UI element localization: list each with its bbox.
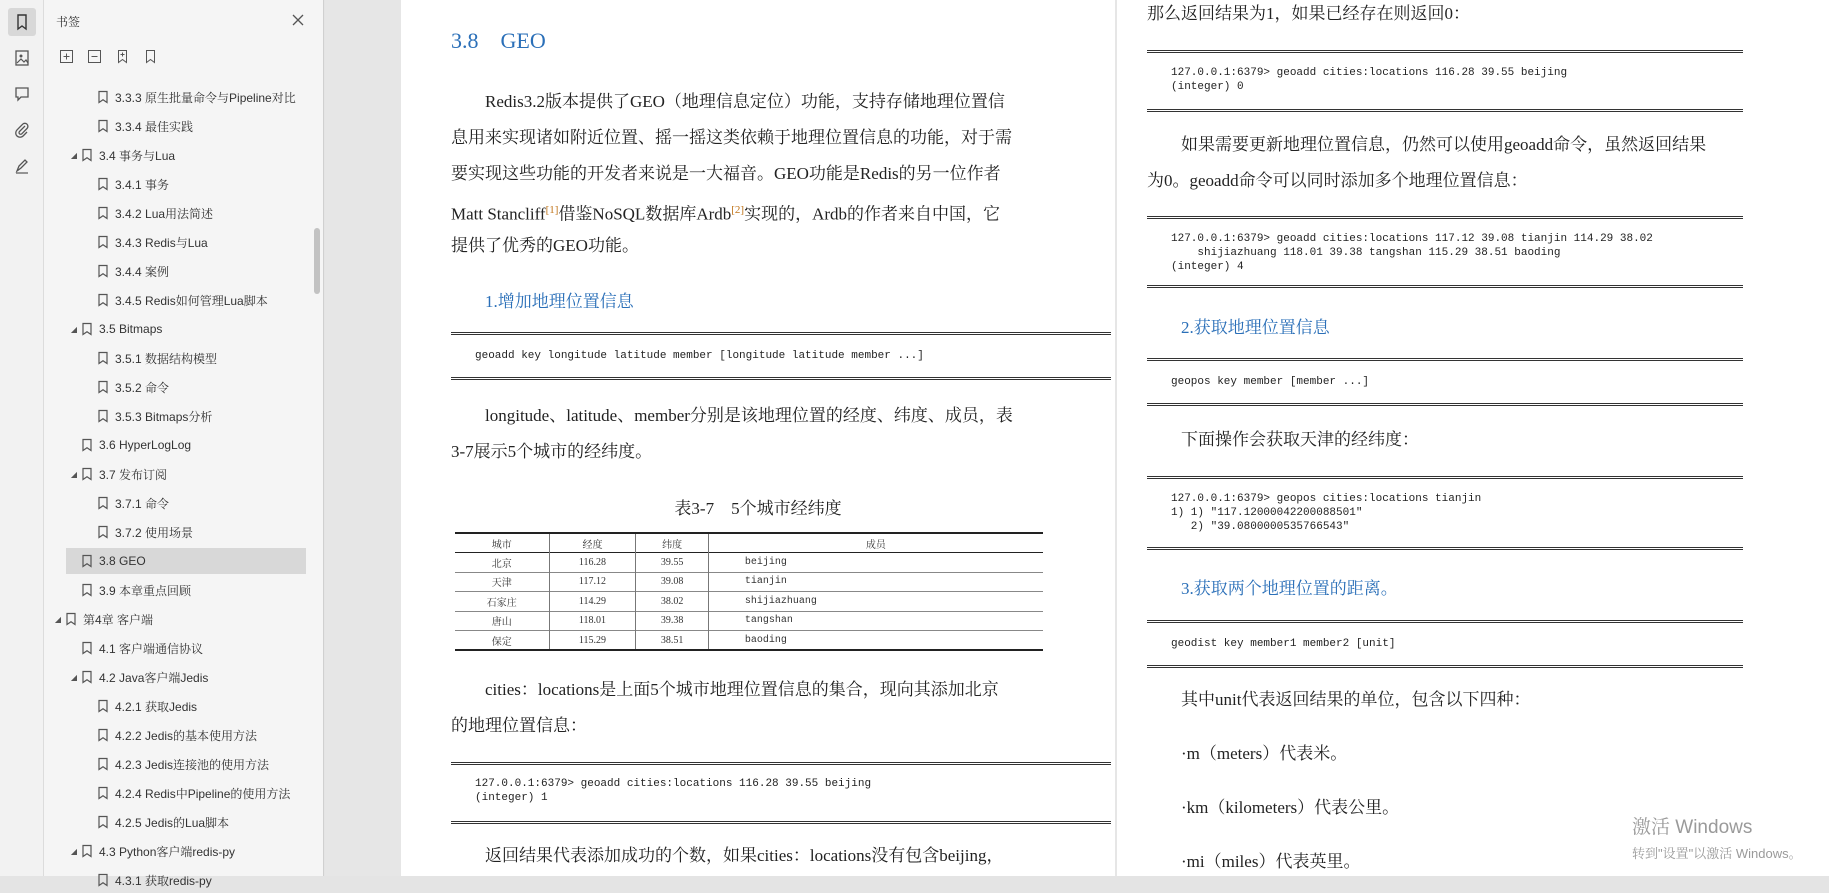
- bookmark-icon: [96, 177, 110, 191]
- bookmark-label: 3.6 HyperLogLog: [99, 438, 192, 452]
- table-cell: 117.12: [549, 572, 636, 592]
- unit-miles: ·mi（miles）代表英里。: [1181, 852, 1361, 871]
- bookmark-item[interactable]: [82, 780, 306, 806]
- bookmark-item[interactable]: [82, 693, 306, 719]
- code-line: (integer) 4: [1171, 261, 1244, 273]
- subheading-geodist: 3.获取两个地理位置的距离。: [1181, 579, 1398, 598]
- bookmark-icon: [80, 467, 94, 481]
- bookmark-panel-button[interactable]: [8, 8, 36, 36]
- table-cell: 118.01: [549, 611, 636, 631]
- table-cell: 39.08: [636, 572, 708, 592]
- table-cell: 唐山: [491, 617, 512, 629]
- attachment-icon: [13, 121, 31, 139]
- bookmark-label: 3.5.1 数据结构模型: [115, 351, 218, 366]
- table-header-cell: 经度: [549, 533, 636, 553]
- bookmark-item[interactable]: [66, 461, 306, 487]
- bookmark-item[interactable]: [82, 113, 306, 139]
- bookmark-label: 3.3.3 原生批量命令与Pipeline对比: [115, 90, 296, 105]
- bookmark-icon: [96, 90, 110, 104]
- bookmark-icon: [96, 235, 110, 249]
- collapse-all-button[interactable]: [84, 46, 104, 66]
- code-line: 127.0.0.1:6379> geoadd cities:locations 116.28 39.55 beijing: [1171, 67, 1568, 79]
- bookmark-icon: [96, 786, 110, 800]
- code-block-geoadd-syntax: [451, 332, 1111, 380]
- table-cell: beijing: [708, 553, 1043, 573]
- close-panel-button[interactable]: [290, 12, 306, 28]
- bookmark-label: 4.2.4 Redis中Pipeline的使用方法: [115, 786, 291, 801]
- bookmark-icon: [96, 525, 110, 539]
- code-line: 1) 1) "117.12000042200088501": [1171, 507, 1363, 519]
- bookmark-icon: [96, 699, 110, 713]
- section-title: 3.8 GEO: [451, 28, 546, 53]
- bookmark-label: 3.4.5 Redis如何管理Lua脚本: [115, 293, 268, 308]
- add-bookmark-button[interactable]: [112, 46, 132, 66]
- code-line: 2) "39.0800000535766543": [1171, 521, 1350, 533]
- bookmark-item[interactable]: [82, 84, 306, 110]
- document-view: [325, 0, 1829, 876]
- intro-line-2: 息用来实现诸如附近位置、摇一摇这类依赖于地理位置信息的功能，对于需: [451, 128, 1012, 147]
- intro-line-4: [451, 192, 1000, 233]
- table-row: [455, 631, 1043, 651]
- intro-text-c: 实现的，Ardb的作者来自中国，它: [744, 204, 1001, 224]
- bookmark-item[interactable]: [82, 490, 306, 516]
- expand-all-icon: [59, 49, 74, 64]
- footnote-ref-1[interactable]: [1]: [545, 204, 559, 216]
- p2-para1-line-1: 如果需要更新地理位置信息，仍然可以使用geoadd命令，虽然返回结果: [1181, 135, 1707, 154]
- bookmark-label: 4.2.3 Jedis连接池的使用方法: [115, 757, 270, 772]
- para2-line-2: 3-7展示5个城市的经纬度。: [451, 442, 653, 461]
- bookmark-label: 3.8 GEO: [99, 554, 146, 568]
- bookmark-label: 3.4.3 Redis与Lua: [115, 235, 208, 250]
- close-icon: [292, 14, 304, 26]
- watermark-line-2: 转到"设置"以激活 Windows。: [1632, 846, 1802, 861]
- bookmark-label: 3.5 Bitmaps: [99, 322, 163, 336]
- bookmark-options-icon: [143, 49, 158, 64]
- expand-toggle-icon[interactable]: ◢: [70, 150, 78, 160]
- comment-icon: [13, 85, 31, 103]
- pdf-page-left: [401, 0, 1115, 876]
- watermark-line-1: 激活 Windows: [1632, 817, 1753, 838]
- table-cell: 116.28: [549, 553, 636, 573]
- intro-author: Matt Stancliff: [451, 204, 546, 224]
- bookmark-item[interactable]: [82, 171, 306, 197]
- unit-meters: ·m（meters）代表米。: [1181, 744, 1348, 763]
- bookmark-label: 3.4.4 案例: [115, 264, 170, 279]
- bookmark-label: 3.4 事务与Lua: [99, 148, 176, 163]
- para4-line-1: 返回结果代表添加成功的个数，如果cities：locations没有包含beijing，: [485, 846, 1004, 865]
- bookmark-item[interactable]: [66, 432, 306, 458]
- expand-toggle-icon[interactable]: ◢: [70, 324, 78, 334]
- para3-line-2: 的地理位置信息：: [451, 716, 587, 735]
- side-toolbar: [0, 0, 44, 876]
- intro-line-1: Redis3.2版本提供了GEO（地理信息定位）功能，支持存储地理位置信: [485, 92, 1005, 111]
- intro-text-b: 借鉴NoSQL数据库Ardb: [558, 204, 732, 224]
- bookmark-label: 4.3.1 获取redis-py: [115, 873, 212, 888]
- footnote-ref-2[interactable]: [2]: [731, 204, 745, 216]
- bookmark-icon: [80, 641, 94, 655]
- bookmark-item[interactable]: [66, 635, 306, 661]
- bookmark-item[interactable]: [82, 345, 306, 371]
- table-cell: 北京: [491, 558, 512, 570]
- unit-kilometers: ·km（kilometers）代表公里。: [1181, 798, 1400, 817]
- table-row: [455, 572, 1043, 592]
- code-line: 127.0.0.1:6379> geopos cities:locations tianjin: [1171, 493, 1482, 505]
- expand-toggle-icon[interactable]: ◢: [70, 672, 78, 682]
- code-line: geoadd key longitude latitude member [longitude latitude member ...]: [475, 350, 924, 362]
- expand-toggle-icon[interactable]: ◢: [70, 846, 78, 856]
- code-line: 127.0.0.1:6379> geoadd cities:locations 117.12 39.08 tianjin 114.29 38.02: [1171, 233, 1653, 245]
- bookmark-icon: [80, 438, 94, 452]
- bookmark-icon: [96, 293, 110, 307]
- bookmark-label: 4.2.1 获取Jedis: [115, 699, 198, 714]
- add-bookmark-icon: [115, 49, 130, 64]
- bookmark-label: 3.4.1 事务: [115, 177, 170, 192]
- intro-line-3: 要实现这些功能的开发者来说是一大福音。GEO功能是Redis的另一位作者: [451, 164, 1001, 183]
- code-line: shijiazhuang 118.01 39.38 tangshan 115.29 38.51 baoding: [1171, 247, 1561, 259]
- code-block-geoadd-repeat: [1147, 50, 1743, 112]
- bookmark-icon: [96, 873, 110, 887]
- bookmark-item[interactable]: [50, 606, 306, 632]
- bookmark-icon: [96, 409, 110, 423]
- bookmark-label: 3.5.2 命令: [115, 380, 170, 395]
- bookmark-item[interactable]: [66, 838, 306, 864]
- table-cell: 39.55: [636, 553, 708, 573]
- table-cell: 115.29: [549, 631, 636, 651]
- bookmark-label: 第4章 客户端: [83, 612, 154, 627]
- bookmark-label: 3.5.3 Bitmaps分析: [115, 409, 213, 424]
- table-cell: 天津: [491, 578, 512, 590]
- table-header-cell: 城市: [491, 539, 512, 551]
- comment-panel-button[interactable]: [8, 80, 36, 108]
- intro-line-5: 提供了优秀的GEO功能。: [451, 236, 639, 255]
- bookmark-label: 3.3.4 最佳实践: [115, 119, 194, 134]
- table-cell: 38.02: [636, 592, 708, 612]
- bookmark-item[interactable]: [82, 374, 306, 400]
- bookmark-item[interactable]: [82, 229, 306, 255]
- subheading-add-geo: 1.增加地理位置信息: [485, 292, 634, 311]
- p2-para1-line-2: 为0。geoadd命令可以同时添加多个地理位置信息：: [1147, 171, 1528, 190]
- bookmark-icon: [80, 322, 94, 336]
- bookmark-icon: [80, 670, 94, 684]
- bookmark-label: 4.3 Python客户端redis-py: [99, 844, 236, 859]
- panel-scrollbar[interactable]: [314, 228, 320, 294]
- table-cell: baoding: [708, 631, 1043, 651]
- table-caption: 表3-7 5个城市经纬度: [674, 499, 842, 518]
- panel-title: 书签: [56, 15, 81, 29]
- bookmark-item[interactable]: [66, 577, 306, 603]
- expand-all-button[interactable]: [56, 46, 76, 66]
- bookmark-label: 3.7 发布订阅: [99, 467, 168, 482]
- table-cell: 保定: [491, 636, 512, 648]
- table-cell: 39.38: [636, 611, 708, 631]
- bookmark-icon: [96, 264, 110, 278]
- bookmark-item[interactable]: [66, 548, 306, 574]
- table-cell: shijiazhuang: [708, 592, 1043, 612]
- bookmark-label: 3.7.2 使用场景: [115, 525, 194, 540]
- thumbnail-panel-button[interactable]: [8, 44, 36, 72]
- bookmark-item[interactable]: [66, 664, 306, 690]
- code-line: (integer) 1: [475, 792, 548, 804]
- table-cell: 114.29: [549, 592, 636, 612]
- bookmark-item[interactable]: [82, 722, 306, 748]
- bookmark-icon: [96, 380, 110, 394]
- table-row: [455, 553, 1043, 573]
- pdf-page-right: [1117, 0, 1829, 876]
- bookmark-item[interactable]: [82, 867, 306, 893]
- bookmark-label: 4.1 客户端通信协议: [99, 641, 204, 656]
- bookmark-item[interactable]: [82, 809, 306, 835]
- bookmark-label: 4.2.5 Jedis的Lua脚本: [115, 815, 230, 830]
- bookmark-icon: [96, 496, 110, 510]
- bookmark-toolbar: [56, 46, 160, 68]
- code-block-geopos-syntax: [1147, 358, 1743, 406]
- table-header-cell: 成员: [708, 533, 1043, 553]
- expand-toggle-icon[interactable]: ◢: [70, 469, 78, 479]
- bookmark-label: 3.9 本章重点回顾: [99, 583, 192, 598]
- bookmark-icon: [96, 206, 110, 220]
- code-block-geopos-tianjin: [1147, 476, 1743, 550]
- bookmark-icon: [96, 757, 110, 771]
- cities-table: [455, 532, 1043, 651]
- attachment-panel-button[interactable]: [8, 116, 36, 144]
- bookmark-item[interactable]: [82, 287, 306, 313]
- bookmark-label: 3.4.2 Lua用法简述: [115, 206, 214, 221]
- thumbnail-icon: [13, 49, 31, 67]
- table-cell: 石家庄: [486, 597, 517, 609]
- bookmark-icon: [64, 612, 78, 626]
- code-line: (integer) 0: [1171, 81, 1244, 93]
- bookmark-icon: [80, 583, 94, 597]
- bookmark-panel: [44, 0, 324, 888]
- code-line: geodist key member1 member2 [unit]: [1171, 638, 1396, 650]
- bookmark-label: 3.7.1 命令: [115, 496, 170, 511]
- table-cell: tianjin: [708, 572, 1043, 592]
- collapse-all-icon: [87, 49, 102, 64]
- signature-panel-button[interactable]: [8, 152, 36, 180]
- bookmark-item[interactable]: [66, 142, 306, 168]
- bookmark-icon: [96, 815, 110, 829]
- table-header-row: [455, 533, 1043, 553]
- subheading-get-geo: 2.获取地理位置信息: [1181, 318, 1330, 337]
- table-cell: 38.51: [636, 631, 708, 651]
- bookmark-icon: [80, 148, 94, 162]
- table-cell: tangshan: [708, 611, 1043, 631]
- para3-line-1: cities：locations是上面5个城市地理位置信息的集合，现向其添加北京: [485, 680, 999, 699]
- bookmark-item[interactable]: [82, 258, 306, 284]
- bookmark-item[interactable]: [82, 200, 306, 226]
- table-header-cell: 纬度: [636, 533, 708, 553]
- bookmark-item[interactable]: [82, 751, 306, 777]
- windows-activation-watermark: [1632, 812, 1802, 862]
- table-row: [455, 592, 1043, 612]
- expand-toggle-icon[interactable]: ◢: [54, 614, 62, 624]
- bookmark-item[interactable]: [82, 403, 306, 429]
- bookmark-icon: [80, 844, 94, 858]
- bookmark-label: 4.2.2 Jedis的基本使用方法: [115, 728, 258, 743]
- p2-para3: 其中unit代表返回结果的单位，包含以下四种：: [1181, 690, 1531, 709]
- table-row: [455, 611, 1043, 631]
- bookmark-icon: [96, 119, 110, 133]
- bookmark-icon: [80, 554, 94, 568]
- bookmark-label: 4.2 Java客户端Jedis: [99, 670, 209, 685]
- bookmark-icon: [13, 13, 31, 31]
- bookmark-item[interactable]: [66, 316, 306, 342]
- code-block-geodist-syntax: [1147, 620, 1743, 668]
- p2-top-line: 那么返回结果为1，如果已经存在则返回0：: [1147, 4, 1470, 23]
- bookmark-icon: [96, 728, 110, 742]
- code-line: 127.0.0.1:6379> geoadd cities:locations 116.28 39.55 beijing: [475, 778, 872, 790]
- code-block-geoadd-beijing: [451, 762, 1111, 824]
- para2-line-1: longitude、latitude、member分别是该地理位置的经度、纬度、成员，表: [485, 406, 1013, 425]
- bookmark-options-button[interactable]: [140, 46, 160, 66]
- code-block-geoadd-multi: [1147, 216, 1743, 288]
- p2-para2: 下面操作会获取天津的经纬度：: [1181, 430, 1419, 449]
- code-line: geopos key member [member ...]: [1171, 376, 1370, 388]
- bookmark-item[interactable]: [82, 519, 306, 545]
- signature-icon: [13, 157, 31, 175]
- bookmark-icon: [96, 351, 110, 365]
- bookmark-panel-header: [44, 0, 324, 40]
